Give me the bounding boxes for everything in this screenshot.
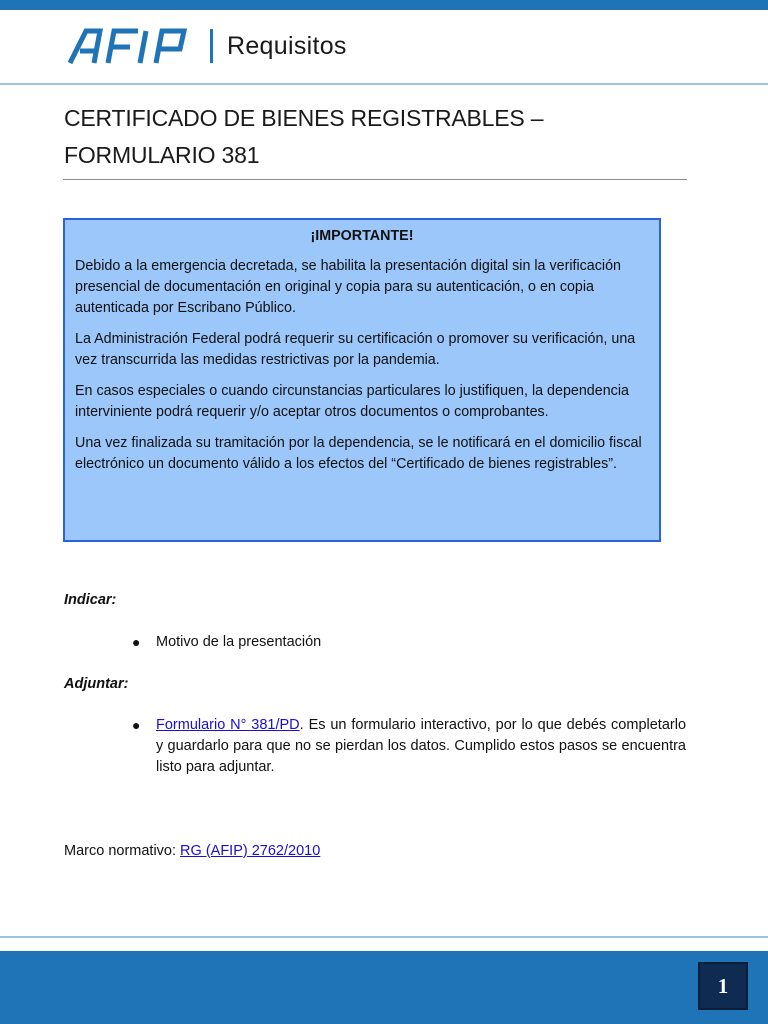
top-bar: [0, 0, 768, 10]
bullet-icon: ●: [132, 634, 141, 650]
document-title-line2: FORMULARIO 381: [64, 142, 260, 168]
indicar-label: Indicar:: [64, 592, 117, 608]
important-notice-box: [63, 218, 661, 542]
adjuntar-description: . Es un formulario interactivo, por lo que debés completarlo y guardarlo para que no se pierdan los datos. Cumplido estos pasos se encuentra listo para adjuntar.: [156, 717, 687, 775]
header-separator: [210, 29, 213, 63]
list-item: [132, 632, 686, 653]
rg-2762-link[interactable]: RG (AFIP) 2762/2010: [180, 843, 321, 859]
header-divider: [0, 83, 768, 85]
notice-paragraph: Una vez finalizada su tramitación por la dependencia, se le notificará en el domicilio fiscal electrónico un documento válido a los efectos del “Certificado de bienes registrables”.: [75, 435, 642, 472]
marco-normativo: [64, 843, 320, 859]
title-rule: [63, 179, 687, 180]
notice-heading: ¡IMPORTANTE!: [310, 228, 414, 244]
adjuntar-label: Adjuntar:: [64, 676, 129, 692]
document-title: [64, 100, 684, 174]
formulario-381-link[interactable]: Formulario N° 381/PD: [156, 717, 300, 733]
marco-label: Marco normativo:: [64, 843, 181, 859]
list-item: [132, 715, 686, 778]
adjuntar-item-text: [156, 715, 686, 778]
document-title-line1: CERTIFICADO DE BIENES REGISTRABLES –: [64, 105, 544, 131]
notice-paragraph: En casos especiales o cuando circunstancias particulares lo justifiquen, la dependencia interviniente podrá requerir y/o aceptar otros documentos o comprobantes.: [75, 383, 629, 420]
indicar-item-text: Motivo de la presentación: [156, 634, 322, 650]
notice-paragraph: Debido a la emergencia decretada, se habilita la presentación digital sin la verificación presencial de documentación en original y copia para su autenticación, o en copia autenticada por Escribano Público.: [75, 258, 621, 316]
footer-divider: [0, 936, 768, 938]
notice-paragraph: La Administración Federal podrá requerir su certificación o promover su verificación, una vez transcurrida las medidas restrictivas por la pandemia.: [75, 331, 636, 368]
afip-logo: [66, 26, 198, 66]
page-number-badge: 1: [698, 962, 748, 1010]
header-title: Requisitos: [227, 31, 347, 60]
bullet-icon: ●: [132, 717, 141, 733]
footer-bar: [0, 951, 768, 1024]
header: [66, 24, 347, 68]
